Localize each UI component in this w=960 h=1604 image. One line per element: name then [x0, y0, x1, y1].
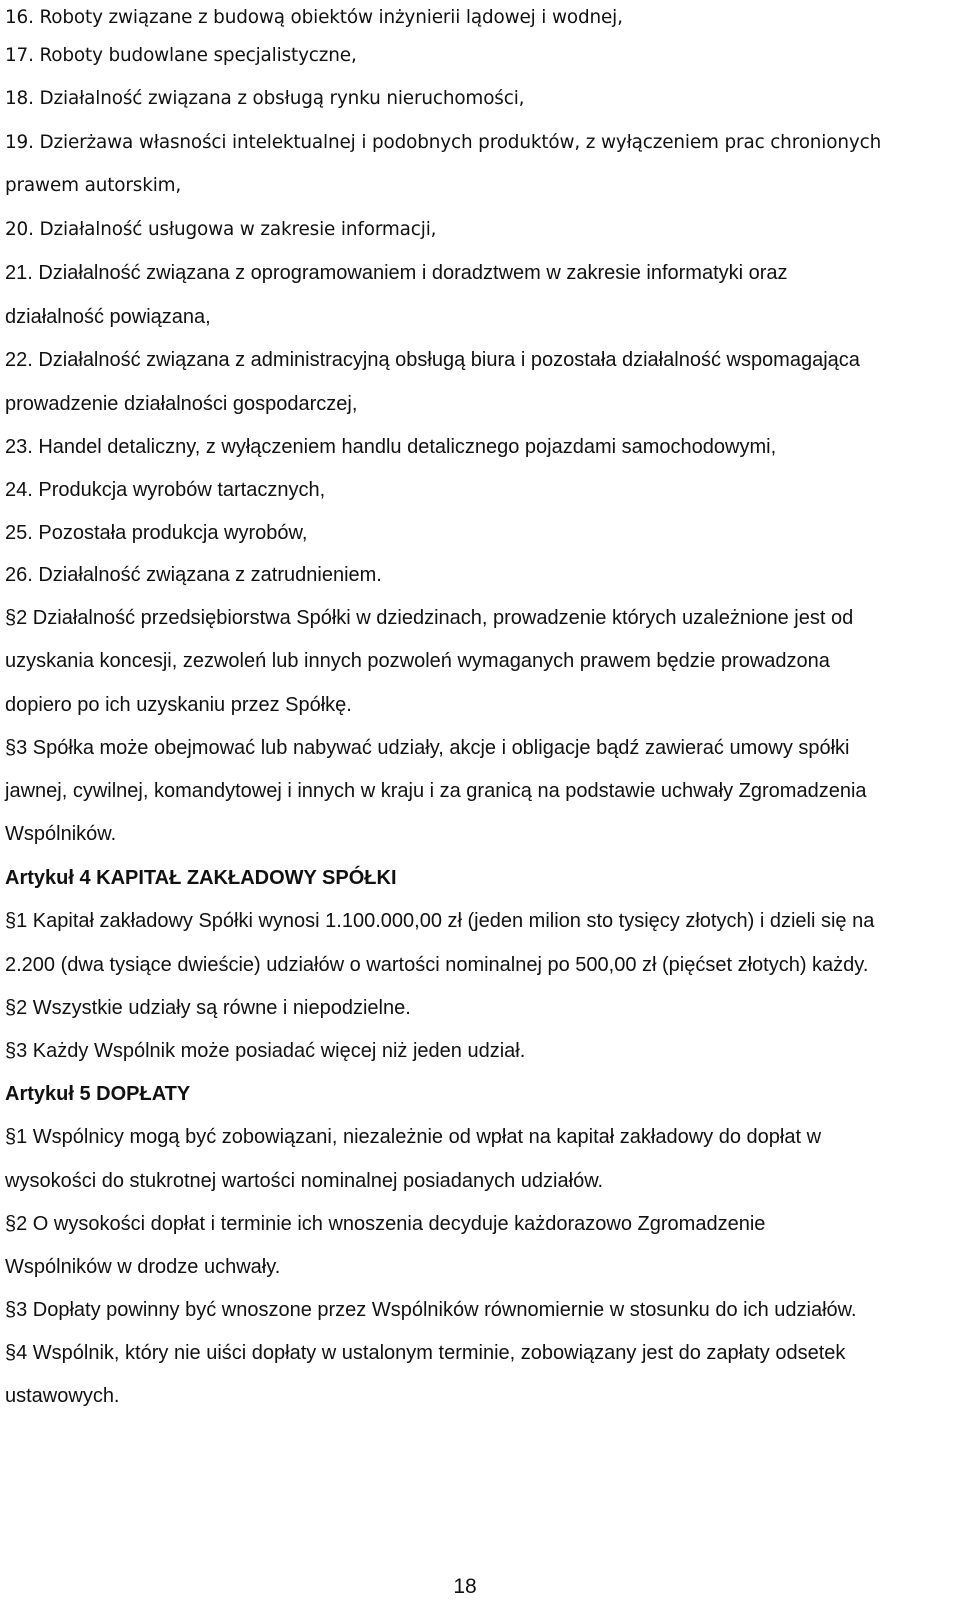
list-item: 18. Działalność związana z obsługą rynku nieruchomości, — [5, 88, 525, 109]
paragraph-line: §2 Wszystkie udziały są równe i niepodzielne. — [5, 997, 411, 1019]
page-number: 18 — [453, 1575, 477, 1598]
paragraph-line: jawnej, cywilnej, komandytowej i innych w kraju i za granicą na podstawie uchwały Zgromadzenia — [5, 780, 867, 802]
list-item: 25. Pozostała produkcja wyrobów, — [5, 522, 308, 544]
list-item: 26. Działalność związana z zatrudnieniem. — [5, 564, 382, 586]
paragraph-line: §3 Dopłaty powinny być wnoszone przez Wspólników równomiernie w stosunku do ich udziałów. — [5, 1299, 857, 1321]
article-4-heading: Artykuł 4 KAPITAŁ ZAKŁADOWY SPÓŁKI — [5, 867, 397, 889]
paragraph-line: §1 Wspólnicy mogą być zobowiązani, niezależnie od wpłat na kapitał zakładowy do dopłat w — [5, 1126, 822, 1148]
list-item: prawem autorskim, — [5, 175, 182, 196]
paragraph-line: §3 Spółka może obejmować lub nabywać udziały, akcje i obligacje bądź zawierać umowy spółki — [5, 737, 850, 759]
paragraph-line: §3 Każdy Wspólnik może posiadać więcej niż jeden udział. — [5, 1040, 526, 1062]
paragraph-line: §1 Kapitał zakładowy Spółki wynosi 1.100.000,00 zł (jeden milion sto tysięcy złotych) i dzieli się na — [5, 910, 875, 932]
paragraph-line: §2 Działalność przedsiębiorstwa Spółki w dziedzinach, prowadzenie których uzależnione jest od — [5, 607, 854, 629]
list-item: 23. Handel detaliczny, z wyłączeniem handlu detalicznego pojazdami samochodowymi, — [5, 436, 777, 458]
paragraph-line: §2 O wysokości dopłat i terminie ich wnoszenia decyduje każdorazowo Zgromadzenie — [5, 1213, 766, 1235]
paragraph-line: uzyskania koncesji, zezwoleń lub innych pozwoleń wymaganych prawem będzie prowadzona — [5, 650, 830, 672]
list-item: 22. Działalność związana z administracyjną obsługą biura i pozostała działalność wspomagająca — [5, 349, 860, 371]
list-item: 19. Dzierżawa własności intelektualnej i podobnych produktów, z wyłączeniem prac chronionych — [5, 132, 882, 153]
list-item: 24. Produkcja wyrobów tartacznych, — [5, 479, 326, 501]
paragraph-line: ustawowych. — [5, 1385, 120, 1407]
list-item: 16. Roboty związane z budową obiektów inżynierii lądowej i wodnej, — [5, 7, 623, 28]
list-item: prowadzenie działalności gospodarczej, — [5, 393, 358, 415]
list-item: 20. Działalność usługowa w zakresie informacji, — [5, 219, 437, 240]
paragraph-line: wysokości do stukrotnej wartości nominalnej posiadanych udziałów. — [5, 1170, 604, 1192]
paragraph-line: Wspólników. — [5, 823, 117, 845]
list-item: działalność powiązana, — [5, 306, 211, 328]
paragraph-line: dopiero po ich uzyskaniu przez Spółkę. — [5, 694, 352, 716]
paragraph-line: §4 Wspólnik, który nie uiści dopłaty w ustalonym terminie, zobowiązany jest do zapłaty odsetek — [5, 1342, 846, 1364]
article-5-heading: Artykuł 5 DOPŁATY — [5, 1083, 191, 1105]
paragraph-line: Wspólników w drodze uchwały. — [5, 1256, 281, 1278]
paragraph-line: 2.200 (dwa tysiące dwieście) udziałów o wartości nominalnej po 500,00 zł (pięćset złotych) każdy. — [5, 954, 869, 976]
list-item: 21. Działalność związana z oprogramowaniem i doradztwem w zakresie informatyki oraz — [5, 262, 788, 284]
list-item: 17. Roboty budowlane specjalistyczne, — [5, 45, 357, 66]
